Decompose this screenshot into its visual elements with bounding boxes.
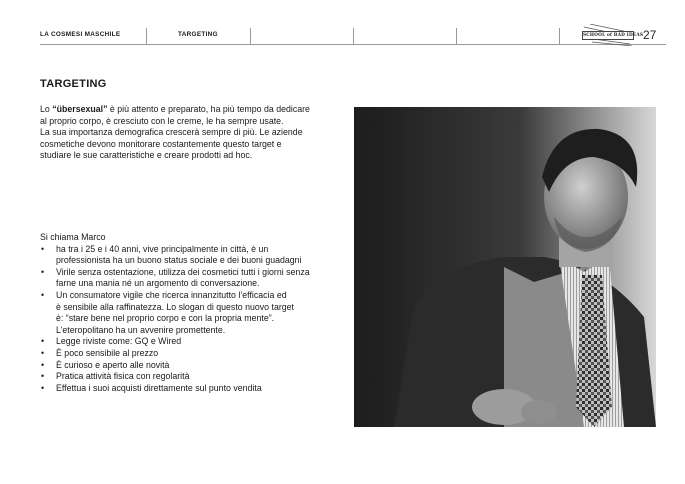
section-title: LA COSMESI MASCHILE [40,31,121,38]
school-of-bad-ideas-logo [582,24,644,46]
list-item [40,360,352,372]
intro-paragraph [40,104,350,162]
list-item-line: • Pratica attività fisica con regolarità [56,371,190,382]
list-item-line: • Legge riviste come: GQ e Wired [56,336,182,347]
list-item [40,348,352,360]
list-item-line: • ha tra i 25 e i 40 anni, vive principalmente in città, è un [56,243,269,254]
target-profile [40,232,352,394]
intro-pre: Lo [40,104,53,114]
chapter-title: TARGETING [178,31,218,38]
list-item-line: è: “stare bene nel proprio corpo e con la propria mente”. [56,313,275,324]
list-item-line: • Effettua i suoi acquisti direttamente sul punto vendita [56,382,262,393]
intro-line1-rest: è più attento e preparato, ha più tempo da dedicare [107,104,310,114]
intro-line: La sua importanza demografica crescerà sempre di più. Le aziende [40,127,303,138]
intro-term: “übersexual” [52,104,108,114]
page-number: 27 [643,28,657,42]
man-in-jacket-and-tie-photo [354,107,656,427]
header-divider [353,28,354,44]
header-rule [40,44,666,45]
list-item [40,244,352,267]
list-item-line: professionista ha un buono status sociale e dei buoni guadagni [56,255,302,266]
list-item-line: L’eteropolitano ha un avvenire promettente. [56,324,226,335]
page-header [0,0,685,46]
header-divider [456,28,457,44]
list-item-line: • È poco sensibile al prezzo [56,347,159,358]
list-item-line: • È curioso e aperto alle novità [56,359,170,370]
intro-line [40,104,350,116]
page-title: TARGETING [40,78,107,90]
intro-line: al proprio corpo, è cresciuto con le creme, le ha sempre usate. [40,115,284,126]
logo-text: SCHOOL of BAD IDEAS [583,33,644,38]
list-item [40,290,352,336]
profile-list [40,244,352,395]
list-item-line: • Un consumatore vigile che ricerca innanzitutto l’efficacia ed [56,289,287,300]
header-divider [250,28,251,44]
header-divider [146,28,147,44]
intro-line: studiare le sue caratteristiche e creare prodotti ad hoc. [40,150,253,161]
list-item [40,267,352,290]
list-item-line: farne una mania né un argomento di conversazione. [56,278,260,289]
list-item [40,336,352,348]
profile-heading: Si chiama Marco [40,232,106,242]
list-item [40,383,352,395]
list-item-line: • Virile senza ostentazione, utilizza dei cosmetici tutti i giorni senza [56,266,310,277]
photo-illustration [354,107,656,427]
intro-line: cosmetiche devono monitorare costantemente questo target e [40,138,282,149]
list-item-line: è sensibile alla raffinatezza. Lo slogan di questo nuovo target [56,301,295,312]
header-divider [559,28,560,44]
list-item [40,371,352,383]
